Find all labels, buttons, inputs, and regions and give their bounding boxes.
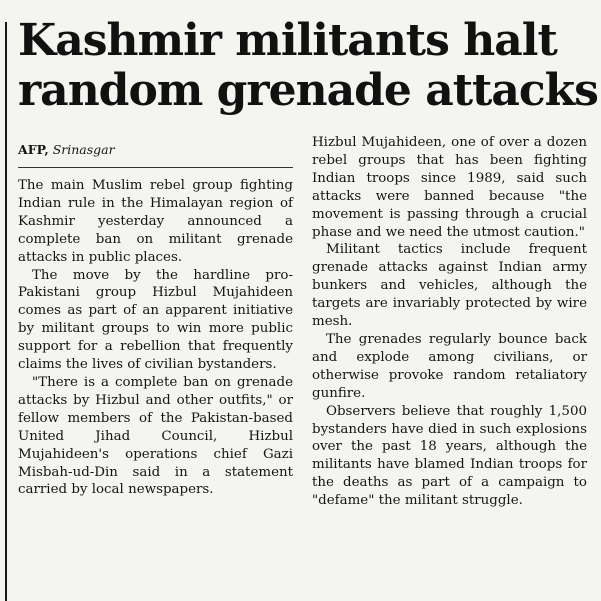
paragraph: Hizbul Mujahideen, one of over a dozen rebel groups that has been fighting Indian troops since 1989, said such attacks were banned because "the movement is passing through a crucial phase and we need the utmost caution." bbox=[312, 135, 587, 240]
paragraph: "There is a complete ban on grenade attacks by Hizbul and other outfits," or fellow members of the Pakistan-based United Jihad Council, Hizbul Mujahideen's operations chief Gazi Misbah-ud-Din said in a statement carried by local newspapers. bbox=[18, 374, 293, 498]
paragraph: The move by the hardline pro-Pakistani group Hizbul Mujahideen comes as part of an apparent initiative by militant groups to win more public support for a rebellion that frequently claims the lives of civilian bystanders. bbox=[18, 267, 293, 373]
article-column-1 bbox=[18, 177, 293, 499]
paragraph: Observers believe that roughly 1,500 bystanders have died in such explosions over the past 18 years, although the militants have blamed Indian troops for the deaths as part of a campaign to "defame" the militant struggle. bbox=[312, 403, 587, 509]
byline-divider bbox=[18, 167, 293, 168]
headline-line-1: Kashmir militants halt bbox=[18, 15, 557, 66]
column-rule bbox=[5, 22, 7, 601]
byline-place: Srinasgar bbox=[52, 142, 115, 157]
article-column-2 bbox=[312, 134, 587, 510]
paragraph: Militant tactics include frequent grenade attacks against Indian army bunkers and vehicles, although the targets are invariably protected by wire mesh. bbox=[312, 242, 587, 330]
byline bbox=[18, 142, 288, 158]
byline-agency: AFP, bbox=[18, 142, 49, 157]
paragraph: The main Muslim rebel group fighting Indian rule in the Himalayan region of Kashmir yesterday announced a complete ban on militant grenade attacks in public places. bbox=[18, 178, 293, 265]
paragraph: The grenades regularly bounce back and explode among civilians, or otherwise provoke random retaliatory gunfire. bbox=[312, 331, 587, 401]
headline-line-2: random grenade attacks bbox=[18, 65, 598, 116]
headline bbox=[18, 16, 598, 116]
